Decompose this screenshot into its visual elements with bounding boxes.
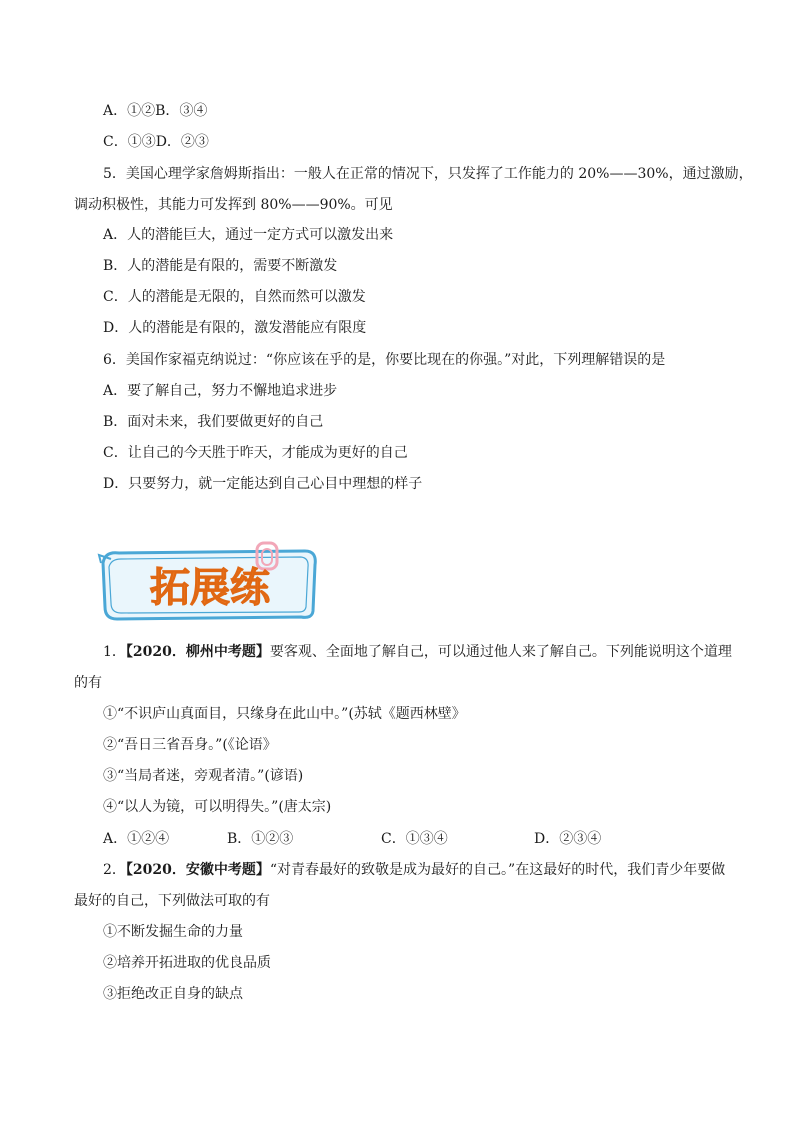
ext-q1-option-c: C．①③④ xyxy=(381,831,448,847)
ext-q2-source: 【2020．安徽中考题】 xyxy=(125,862,270,878)
ext-q2-item-3: ③拒绝改正自身的缺点 xyxy=(103,986,243,1002)
ext-q1-item-2: ②“吾日三省吾身。”(《论语》 xyxy=(103,737,277,753)
q6-option-d: D．只要努力，就一定能达到自己心目中理想的样子 xyxy=(103,476,423,492)
ext-q2-stem-text: “对青春最好的致敬是成为最好的自己。”在这最好的时代，我们青少年要做 xyxy=(269,862,726,878)
q4-options-line-2: C．①③D．②③ xyxy=(103,134,209,150)
ext-q2-item-1: ①不断发掘生命的力量 xyxy=(103,924,243,940)
ext-q2-stem-line-2: 最好的自己，下列做法可取的有 xyxy=(74,893,270,909)
ext-q1-options xyxy=(103,829,601,849)
ext-q1-item-4: ④“以人为镜，可以明得失。”(唐太宗) xyxy=(103,799,332,815)
q4-options-line-1: A．①②B．③④ xyxy=(103,103,208,119)
ext-q1-item-1: ①“不识庐山真面目，只缘身在此山中。”(苏轼《题西林壁》 xyxy=(103,706,466,722)
q6-option-c: C．让自己的今天胜于昨天，才能成为更好的自己 xyxy=(103,445,408,461)
banner-title: 拓展练 xyxy=(150,565,270,611)
q6-option-a: A．要了解自己，努力不懈地追求进步 xyxy=(103,383,338,399)
ext-q1-number: 1． xyxy=(103,644,126,660)
q5-stem-line-1: 5．美国心理学家詹姆斯指出：一般人在正常的情况下，只发挥了工作能力的 20%——30%，通过激励， xyxy=(103,166,753,182)
ext-q2-stem-line-1 xyxy=(103,860,725,880)
ext-q2-item-2: ②培养开拓进取的优良品质 xyxy=(103,955,271,971)
ext-q1-stem-line-2: 的有 xyxy=(74,675,102,691)
q5-option-c: C．人的潜能是无限的，自然而然可以激发 xyxy=(103,289,366,305)
ext-q1-source: 【2020．柳州中考题】 xyxy=(125,644,270,660)
ext-q1-stem-line-1 xyxy=(103,642,732,662)
q5-option-d: D．人的潜能是有限的，激发潜能应有限度 xyxy=(103,320,367,336)
ext-q1-option-a: A．①②④ xyxy=(103,831,170,847)
q6-stem: 6．美国作家福克纳说过：“你应该在乎的是，你要比现在的你强。”对此，下列理解错误的是 xyxy=(103,352,666,368)
q5-stem-line-2: 调动积极性，其能力可发挥到 80%——90%。可见 xyxy=(74,197,393,213)
q5-option-b: B．人的潜能是有限的，需要不断激发 xyxy=(103,258,338,274)
ext-q1-stem-text: 要客观、全面地了解自己，可以通过他人来了解自己。下列能说明这个道理 xyxy=(269,644,732,660)
ext-q1-item-3: ③“当局者迷，旁观者清。”(谚语) xyxy=(103,768,304,784)
ext-q2-number: 2． xyxy=(103,862,126,878)
section-banner xyxy=(97,541,323,623)
ext-q1-option-d: D．②③④ xyxy=(534,831,602,847)
q5-option-a: A．人的潜能巨大，通过一定方式可以激发出来 xyxy=(103,227,394,243)
q6-option-b: B．面对未来，我们要做更好的自己 xyxy=(103,414,324,430)
ext-q1-option-b: B．①②③ xyxy=(227,831,294,847)
